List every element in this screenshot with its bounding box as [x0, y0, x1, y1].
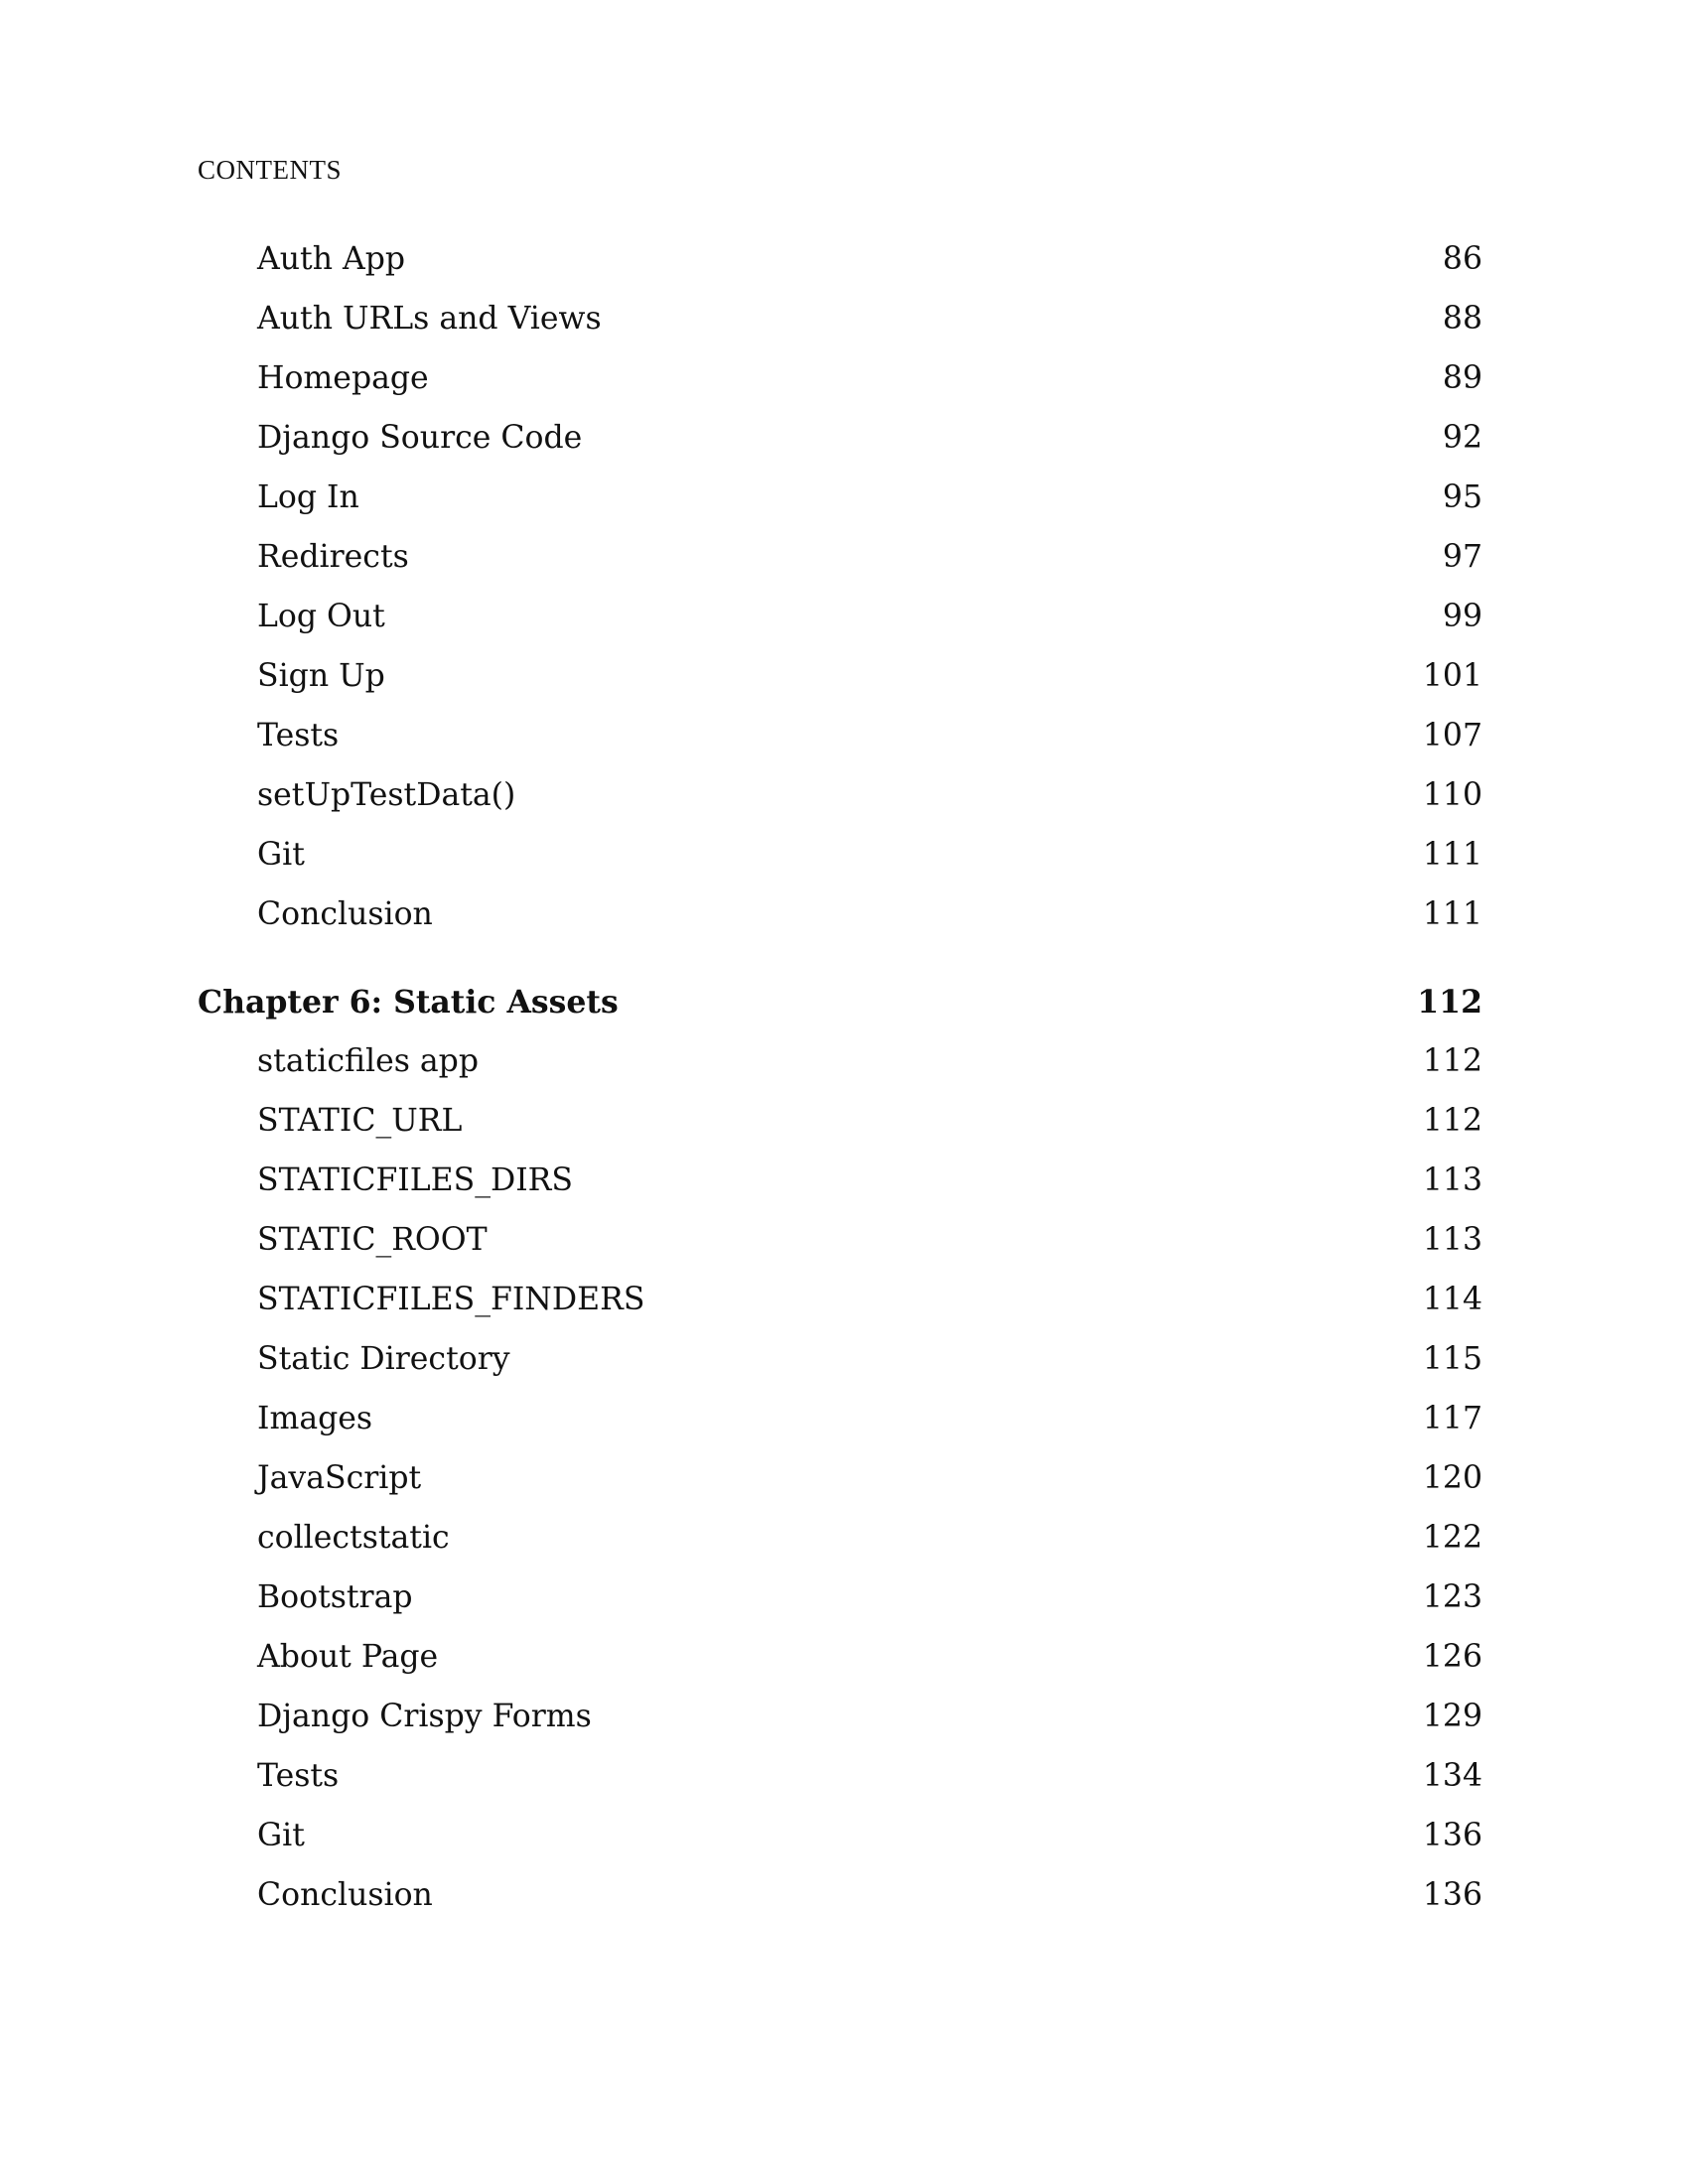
toc-entry-title: Tests — [257, 718, 340, 753]
toc-entry-page: 111 — [1422, 837, 1482, 873]
toc-entry[interactable] — [198, 1329, 1482, 1389]
toc-entry-title: Auth App — [257, 241, 406, 277]
toc-entry[interactable] — [198, 706, 1482, 765]
toc-entry[interactable] — [198, 646, 1482, 706]
toc-entry-page: 112 — [1422, 1043, 1482, 1079]
toc-entry[interactable] — [198, 1746, 1482, 1806]
table-of-contents — [198, 229, 1482, 1925]
toc-entry[interactable] — [198, 765, 1482, 825]
toc-entry-page: 95 — [1442, 479, 1482, 515]
toc-entry-page: 113 — [1422, 1222, 1482, 1258]
toc-entry-title: Sign Up — [257, 658, 385, 694]
toc-entry[interactable] — [198, 1151, 1482, 1210]
chapter-title: Chapter 6: Static Assets — [198, 983, 619, 1021]
toc-entry-title: collectstatic — [257, 1520, 450, 1556]
toc-entry-page: 134 — [1422, 1758, 1482, 1794]
toc-entry-title: Django Crispy Forms — [257, 1699, 592, 1734]
toc-entry[interactable] — [198, 527, 1482, 587]
toc-entry[interactable] — [198, 587, 1482, 646]
toc-entry-title: Conclusion — [257, 1877, 433, 1913]
toc-entry-page: 101 — [1422, 658, 1482, 694]
toc-entry-page: 117 — [1422, 1401, 1482, 1436]
toc-entry-page: 99 — [1442, 599, 1482, 634]
toc-entry-page: 97 — [1442, 539, 1482, 575]
toc-entry-page: 112 — [1422, 1103, 1482, 1139]
toc-entry-title: setUpTestData() — [257, 777, 516, 813]
toc-entry-page: 136 — [1422, 1877, 1482, 1913]
toc-entry-page: 123 — [1422, 1579, 1482, 1615]
toc-entry-title: STATIC_ROOT — [257, 1222, 488, 1258]
toc-entry-title: staticfiles app — [257, 1043, 479, 1079]
running-header: CONTENTS — [198, 155, 342, 185]
toc-entry-title: Log In — [257, 479, 359, 515]
toc-entry-title: JavaScript — [257, 1460, 422, 1496]
toc-entry-page: 110 — [1422, 777, 1482, 813]
toc-entry[interactable] — [198, 1627, 1482, 1687]
toc-entry-title: Log Out — [257, 599, 385, 634]
toc-entry-page: 115 — [1422, 1341, 1482, 1377]
toc-entry-title: Conclusion — [257, 896, 433, 932]
toc-entry-title: Homepage — [257, 360, 429, 396]
toc-entry-page: 113 — [1422, 1162, 1482, 1198]
toc-entry-title: STATIC_URL — [257, 1103, 463, 1139]
toc-entry[interactable] — [198, 1091, 1482, 1151]
toc-entry[interactable] — [198, 885, 1482, 944]
toc-entry-page: 92 — [1442, 420, 1482, 456]
toc-entry[interactable] — [198, 229, 1482, 289]
toc-entry-title: STATICFILES_DIRS — [257, 1162, 573, 1198]
toc-entry[interactable] — [198, 1389, 1482, 1448]
toc-entry-title: Tests — [257, 1758, 340, 1794]
toc-entry[interactable] — [198, 1031, 1482, 1091]
toc-entry-title: Redirects — [257, 539, 409, 575]
toc-entry-page: 111 — [1422, 896, 1482, 932]
toc-chapter-heading[interactable] — [198, 972, 1482, 1031]
toc-entry[interactable] — [198, 408, 1482, 468]
toc-entry[interactable] — [198, 1270, 1482, 1329]
toc-entry[interactable] — [198, 1448, 1482, 1508]
chapter-page: 112 — [1417, 983, 1482, 1021]
toc-entry-page: 122 — [1422, 1520, 1482, 1556]
toc-entry[interactable] — [198, 1806, 1482, 1865]
toc-entry-title: Images — [257, 1401, 373, 1436]
toc-entry[interactable] — [198, 1865, 1482, 1925]
toc-entry[interactable] — [198, 468, 1482, 527]
toc-entry[interactable] — [198, 1210, 1482, 1270]
toc-entry-title: Git — [257, 837, 305, 873]
toc-entry[interactable] — [198, 1687, 1482, 1746]
toc-entry[interactable] — [198, 1508, 1482, 1568]
toc-entry-page: 86 — [1442, 241, 1482, 277]
toc-entry-title: Git — [257, 1818, 305, 1853]
toc-entry-page: 107 — [1422, 718, 1482, 753]
toc-entry-title: Auth URLs and Views — [257, 301, 602, 337]
toc-entry-title: STATICFILES_FINDERS — [257, 1282, 645, 1317]
toc-entry-title: About Page — [257, 1639, 439, 1675]
toc-entry[interactable] — [198, 825, 1482, 885]
toc-entry-page: 136 — [1422, 1818, 1482, 1853]
toc-entry-page: 114 — [1422, 1282, 1482, 1317]
toc-entry-page: 89 — [1442, 360, 1482, 396]
toc-entry[interactable] — [198, 1568, 1482, 1627]
toc-entry-page: 120 — [1422, 1460, 1482, 1496]
toc-entry-title: Static Directory — [257, 1341, 510, 1377]
toc-entry[interactable] — [198, 348, 1482, 408]
toc-entry-title: Django Source Code — [257, 420, 583, 456]
toc-entry-page: 88 — [1442, 301, 1482, 337]
toc-entry-page: 126 — [1422, 1639, 1482, 1675]
toc-entry-page: 129 — [1422, 1699, 1482, 1734]
toc-entry[interactable] — [198, 289, 1482, 348]
toc-entry-title: Bootstrap — [257, 1579, 413, 1615]
